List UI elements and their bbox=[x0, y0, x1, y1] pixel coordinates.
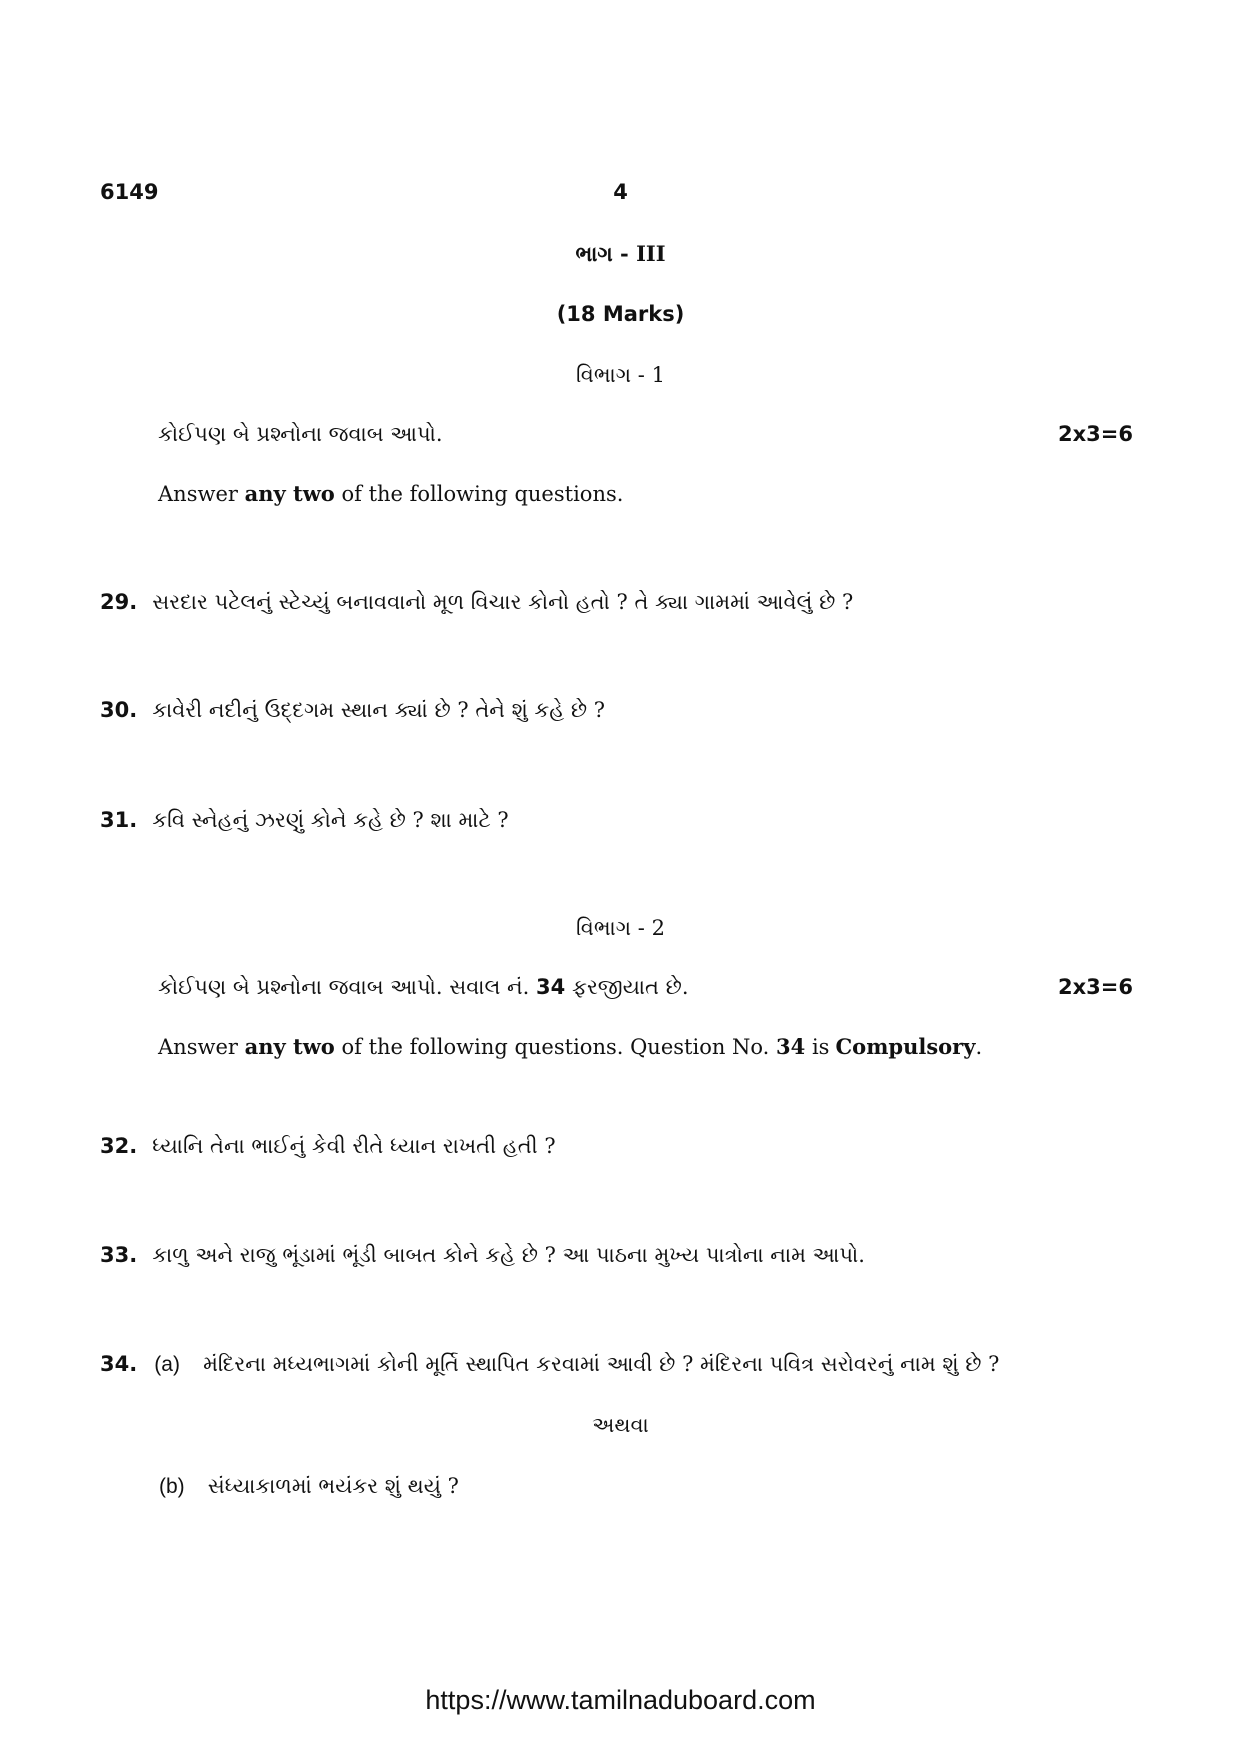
question-number: 29. bbox=[100, 590, 138, 614]
question-text: ધ્યાનિ તેના ભાઈનું કેવી રીતે ધ્યાન રાખતી હતી ? bbox=[152, 1134, 556, 1158]
instr-en-prefix: Answer bbox=[158, 482, 238, 506]
section-marks: (18 Marks) bbox=[556, 302, 685, 326]
option-a-text: મંદિરના મધ્યભાગમાં કોની મૂર્તિ સ્થાપિત કરવામાં આવી છે ? મંદિરના પવિત્ર સરોવરનું નામ શું છે ? bbox=[203, 1352, 1000, 1376]
question-text: કાવેરી નદીનું ઉદ્દગમ સ્થાન ક્યાં છે ? તેને શું કહે છે ? bbox=[152, 698, 606, 722]
instr-en-bold: any two bbox=[244, 481, 335, 506]
question-number: 33. bbox=[100, 1243, 138, 1267]
instr-gu-num: 34 bbox=[536, 975, 566, 999]
section-title-text: ભાગ - III bbox=[575, 241, 666, 266]
instr-en-a: Answer bbox=[158, 1035, 238, 1059]
question-text: સરદાર પટેલનું સ્ટેચ્યું બનાવવાનો મૂળ વિચાર કોનો હતો ? તે ક્યા ગામમાં આવેલું છે ? bbox=[152, 590, 854, 614]
section-title bbox=[0, 241, 1241, 267]
option-b-label: (b) bbox=[159, 1475, 185, 1498]
instr-en-bold3: Compulsory bbox=[835, 1034, 976, 1059]
instr-en-c: is bbox=[811, 1035, 830, 1059]
question-text: કાળુ અને રાજુ ભૂંડામાં ભૂંડી બાબત કોને કહે છે ? આ પાઠના મુખ્ય પાત્રોના નામ આપો. bbox=[152, 1243, 865, 1267]
question-number: 34. bbox=[100, 1352, 138, 1376]
division2-title: વિભાગ - 2 bbox=[576, 916, 665, 940]
or-separator: અથવા bbox=[592, 1413, 649, 1437]
division2-instruction-en bbox=[158, 1034, 982, 1059]
option-b-text: સંધ્યાકાળમાં ભયંકર શું થયું ? bbox=[207, 1474, 459, 1498]
division1-instruction-gu: કોઈપણ બે પ્રશ્નોના જવાબ આપો. bbox=[158, 422, 443, 446]
question-29 bbox=[100, 590, 853, 615]
option-a-label: (a) bbox=[154, 1353, 180, 1376]
instr-en-suffix: of the following questions. bbox=[341, 482, 624, 506]
paper-code: 6149 bbox=[100, 180, 159, 204]
instr-en-d: . bbox=[975, 1035, 983, 1059]
division2-marks: 2x3=6 bbox=[1058, 975, 1133, 999]
instr-gu-b: ફરજીયાત છે. bbox=[571, 975, 689, 999]
page-number: 4 bbox=[613, 180, 628, 204]
instr-en-bold2: 34 bbox=[776, 1034, 806, 1059]
question-34 bbox=[100, 1352, 999, 1377]
footer-url[interactable]: https://www.tamilnaduboard.com bbox=[425, 1685, 816, 1715]
instr-en-bold1: any two bbox=[244, 1034, 335, 1059]
division1-marks: 2x3=6 bbox=[1058, 422, 1133, 446]
question-33 bbox=[100, 1243, 865, 1268]
question-number: 31. bbox=[100, 808, 138, 832]
division1-instruction-en bbox=[158, 481, 623, 506]
question-34-option-b bbox=[159, 1474, 459, 1499]
question-31 bbox=[100, 808, 509, 833]
question-text: કવિ સ્નેહનું ઝરણું કોને કહે છે ? શા માટે ? bbox=[152, 808, 509, 832]
question-number: 30. bbox=[100, 698, 138, 722]
division1-title: વિભાગ - 1 bbox=[576, 363, 665, 387]
instr-en-b: of the following questions. Question No. bbox=[341, 1035, 770, 1059]
instr-gu-a: કોઈપણ બે પ્રશ્નોના જવાબ આપો. સવાલ નં. bbox=[158, 975, 530, 999]
division2-instruction-gu bbox=[158, 975, 689, 1000]
question-32 bbox=[100, 1134, 556, 1159]
question-30 bbox=[100, 698, 605, 723]
question-number: 32. bbox=[100, 1134, 138, 1158]
